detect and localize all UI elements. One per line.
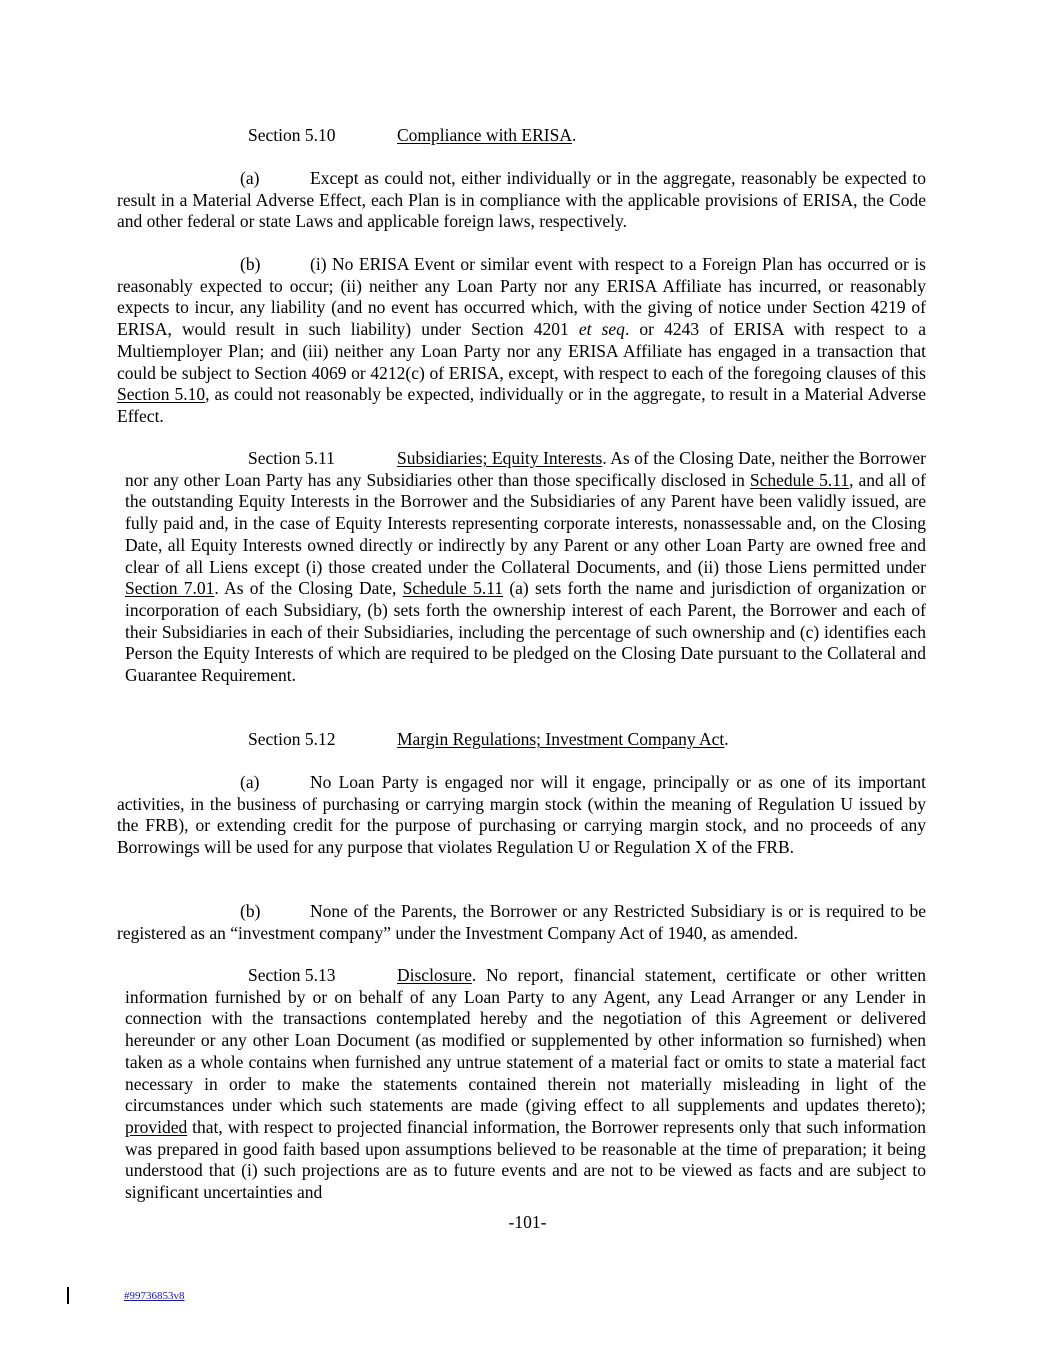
clause-label: (a) <box>240 168 260 188</box>
section-number: Section 5.11 <box>248 448 335 468</box>
section-text: that, with respect to projected financial information, the Borrower represents only that such information was prepared in good faith based upon assumptions believed to be reasonable at the time of preparation; it being understood that (i) such projections are as to future events and are not to be viewed as facts and are subject to significant uncertainties and <box>125 1116 926 1203</box>
section-number: Section 5.13 <box>248 965 336 985</box>
section-5-12-heading: Section 5.12 Margin Regulations; Investment Company Act. <box>248 729 729 749</box>
clause-text: Except as could not, either individually or in the aggregate, reasonably be expected to result in a Material Adverse Effect, each Plan is in compliance with the applicable provisions of ERISA, the Code and other federal or state Laws and applicable foreign laws, respectively. <box>117 168 926 232</box>
section-text: (a) sets forth the name and jurisdiction of organization or incorporation of each Subsidiary, (b) sets forth the ownership interest of each Parent, the Borrower and each of their Subsidiaries in each of their Subsidiaries, including the percentage of such ownership and (c) identifies each Person the Equity Interests of which are required to be pledged on the Closing Date pursuant to the Collateral and Guarantee Requirement. <box>125 578 926 686</box>
section-title: Disclosure <box>397 965 472 985</box>
clause-label: (b) <box>240 901 261 921</box>
italic-term: et seq <box>578 319 625 340</box>
section-title: Compliance with ERISA <box>397 125 572 145</box>
cross-reference: Schedule 5.11 <box>402 578 504 599</box>
section-5-10-heading: Section 5.10 Compliance with ERISA. <box>248 125 577 145</box>
clause-text: (i) No ERISA Event or similar event with respect to a Foreign Plan has occurred or is reasonably expected to occur; (ii) neither any Loan Party nor any ERISA Affiliate has incurred, or reasonably expects to incur, any liability (and no event has occurred which, with the giving of notice under Section 4219 of ERISA, would result in such liability) under Section 4201 <box>117 254 926 340</box>
section-title: Margin Regulations; Investment Company Act <box>397 729 725 749</box>
section-5-13-paragraph <box>125 965 926 1204</box>
clause-label: (a) <box>240 772 260 792</box>
section-5-12-b-paragraph <box>117 901 926 944</box>
section-title: Subsidiaries; Equity Interests <box>397 448 603 468</box>
document-id-link[interactable]: #99736853v8 <box>124 1290 185 1302</box>
proviso-term: provided <box>125 1116 188 1137</box>
clause-text: , as could not reasonably be expected, individually or in the aggregate, to result in a Material Adverse Effect. <box>117 384 926 426</box>
section-text: . As of the Closing Date, neither the Borrower nor any other Loan Party has any Subsidiaries other than those specifically disclosed in <box>125 448 926 490</box>
clause-label: (b) <box>240 254 261 274</box>
section-5-11-paragraph <box>125 448 926 687</box>
clause-text: None of the Parents, the Borrower or any Restricted Subsidiary is or is required to be registered as an “investment company” under the Investment Company Act of 1940, as amended. <box>117 901 926 943</box>
cross-reference: Section 7.01 <box>125 578 215 599</box>
page-number: -101- <box>508 1212 547 1232</box>
section-5-10-b-paragraph <box>117 254 926 428</box>
section-5-12-a-paragraph <box>117 772 926 859</box>
section-text: . No report, financial statement, certificate or other written information furnished by or on behalf of any Loan Party to any Agent, any Lead Arranger or any Lender in connection with the transactions contemplated hereby and the negotiation of this Agreement or delivered hereunder or any other Loan Document (as modified or supplemented by other information so furnished) when taken as a whole contains when furnished any untrue statement of a material fact or omits to state a material fact necessary in order to make the statements contained therein not materially misleading in light of the circumstances under which such statements are made (giving effect to all supplements and updates thereto); <box>125 965 926 1116</box>
section-number: Section 5.10 <box>248 125 336 145</box>
section-text: . As of the Closing Date, <box>214 578 403 599</box>
cross-reference: Section 5.10 <box>117 384 206 405</box>
cross-reference: Schedule 5.11 <box>749 469 850 490</box>
section-text: , and all of the outstanding Equity Interests in the Borrower and the Subsidiaries of any Parent have been validly issued, are fully paid and, in the case of Equity Interests representing corporate interests, nonassessable and, on the Closing Date, all Equity Interests owned directly or indirectly by any Parent or any other Loan Party are owned free and clear of all Liens except (i) those created under the Collateral Documents, and (ii) those Liens permitted under <box>125 469 926 577</box>
clause-text: No Loan Party is engaged nor will it engage, principally or as one of its important activities, in the business of purchasing or carrying margin stock (within the meaning of Regulation U issued by the FRB), or extending credit for the purpose of purchasing or carrying margin stock, and no proceeds of any Borrowings will be used for any purpose that violates Regulation U or Regulation X of the FRB. <box>117 772 926 858</box>
revision-bar <box>67 1287 69 1304</box>
section-number: Section 5.12 <box>248 729 336 749</box>
clause-text: . or 4243 of ERISA with respect to a Multiemployer Plan; and (iii) neither any Loan Party nor any ERISA Affiliate has engaged in a transaction that could be subject to Section 4069 or 4212(c) of ERISA, except, with respect to each of the foregoing clauses of this <box>117 319 926 383</box>
section-5-10-a-paragraph <box>117 168 926 233</box>
